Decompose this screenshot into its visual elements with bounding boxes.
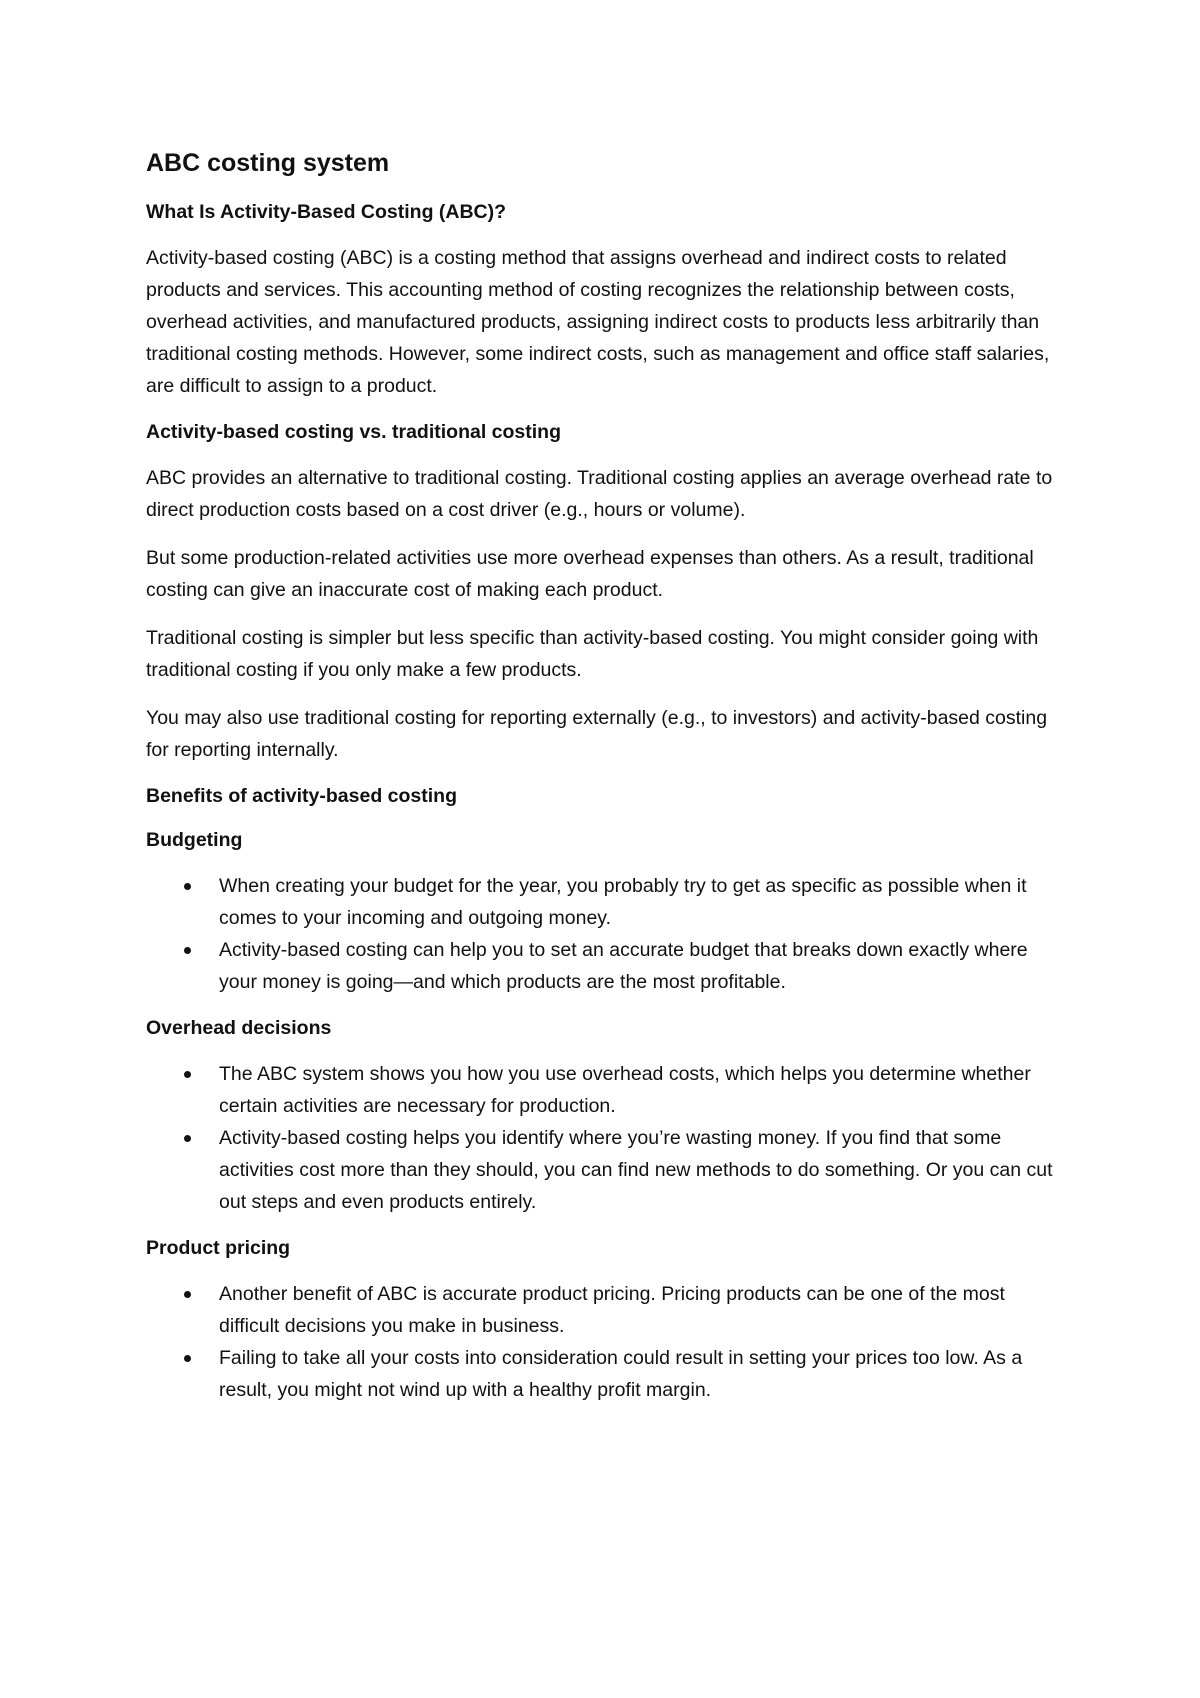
bullet-icon: [184, 1135, 191, 1142]
paragraph-abc-alternative: ABC provides an alternative to traditional costing. Traditional costing applies an average overhead rate to direct production costs based on a cost driver (e.g., hours or volume).: [146, 467, 1053, 521]
subheading-product-pricing: Product pricing: [146, 1237, 291, 1259]
bullet-list-budgeting: [146, 870, 1066, 998]
subheading-budgeting: Budgeting: [146, 829, 243, 851]
bullet-icon: [184, 883, 191, 890]
document-page: [146, 146, 1066, 1422]
list-item: [146, 1342, 1066, 1406]
list-item-text: Another benefit of ABC is accurate product pricing. Pricing products can be one of the most difficult decisions you make in business.: [219, 1283, 1005, 1337]
bullet-icon: [184, 1355, 191, 1362]
list-item-text: Activity-based costing can help you to set an accurate budget that breaks down exactly where your money is going—and which products are the most profitable.: [219, 939, 1028, 993]
list-item-text: Failing to take all your costs into consideration could result in setting your prices too low. As a result, you might not wind up with a healthy profit margin.: [219, 1347, 1023, 1401]
list-item-text: When creating your budget for the year, you probably try to get as specific as possible when it comes to your incoming and outgoing money.: [219, 875, 1027, 929]
list-item-text: Activity-based costing helps you identify where you’re wasting money. If you find that some activities cost more than they should, you can find new methods to do something. Or you can cut out steps and even products entirely.: [219, 1127, 1053, 1213]
list-item: [146, 1122, 1066, 1218]
paragraph-abc-definition: Activity-based costing (ABC) is a costing method that assigns overhead and indirect costs to related products and services. This accounting method of costing recognizes the relationship between costs, overhead activities, and manufactured products, assigning indirect costs to products less arbitrarily than traditional costing methods. However, some indirect costs, such as management and office staff salaries, are difficult to assign to a product.: [146, 247, 1050, 397]
section-heading-abc-vs-traditional: Activity-based costing vs. traditional costing: [146, 421, 561, 443]
bullet-icon: [184, 947, 191, 954]
subheading-overhead-decisions: Overhead decisions: [146, 1017, 332, 1039]
bullet-icon: [184, 1291, 191, 1298]
list-item: [146, 1058, 1066, 1122]
paragraph-overhead-expenses: But some production-related activities use more overhead expenses than others. As a result, traditional costing can give an inaccurate cost of making each product.: [146, 547, 1034, 601]
section-heading-benefits: Benefits of activity-based costing: [146, 785, 457, 807]
paragraph-reporting: You may also use traditional costing for reporting externally (e.g., to investors) and activity-based costing for reporting internally.: [146, 707, 1048, 761]
bullet-icon: [184, 1071, 191, 1078]
paragraph-simpler-costing: Traditional costing is simpler but less specific than activity-based costing. You might consider going with traditional costing if you only make a few products.: [146, 627, 1039, 681]
list-item-text: The ABC system shows you how you use overhead costs, which helps you determine whether certain activities are necessary for production.: [219, 1063, 1031, 1117]
list-item: [146, 934, 1066, 998]
section-heading-what-is-abc: What Is Activity-Based Costing (ABC)?: [146, 201, 507, 223]
document-title: ABC costing system: [146, 149, 390, 177]
list-item: [146, 1278, 1066, 1342]
bullet-list-overhead: [146, 1058, 1066, 1218]
bullet-list-pricing: [146, 1278, 1066, 1406]
list-item: [146, 870, 1066, 934]
